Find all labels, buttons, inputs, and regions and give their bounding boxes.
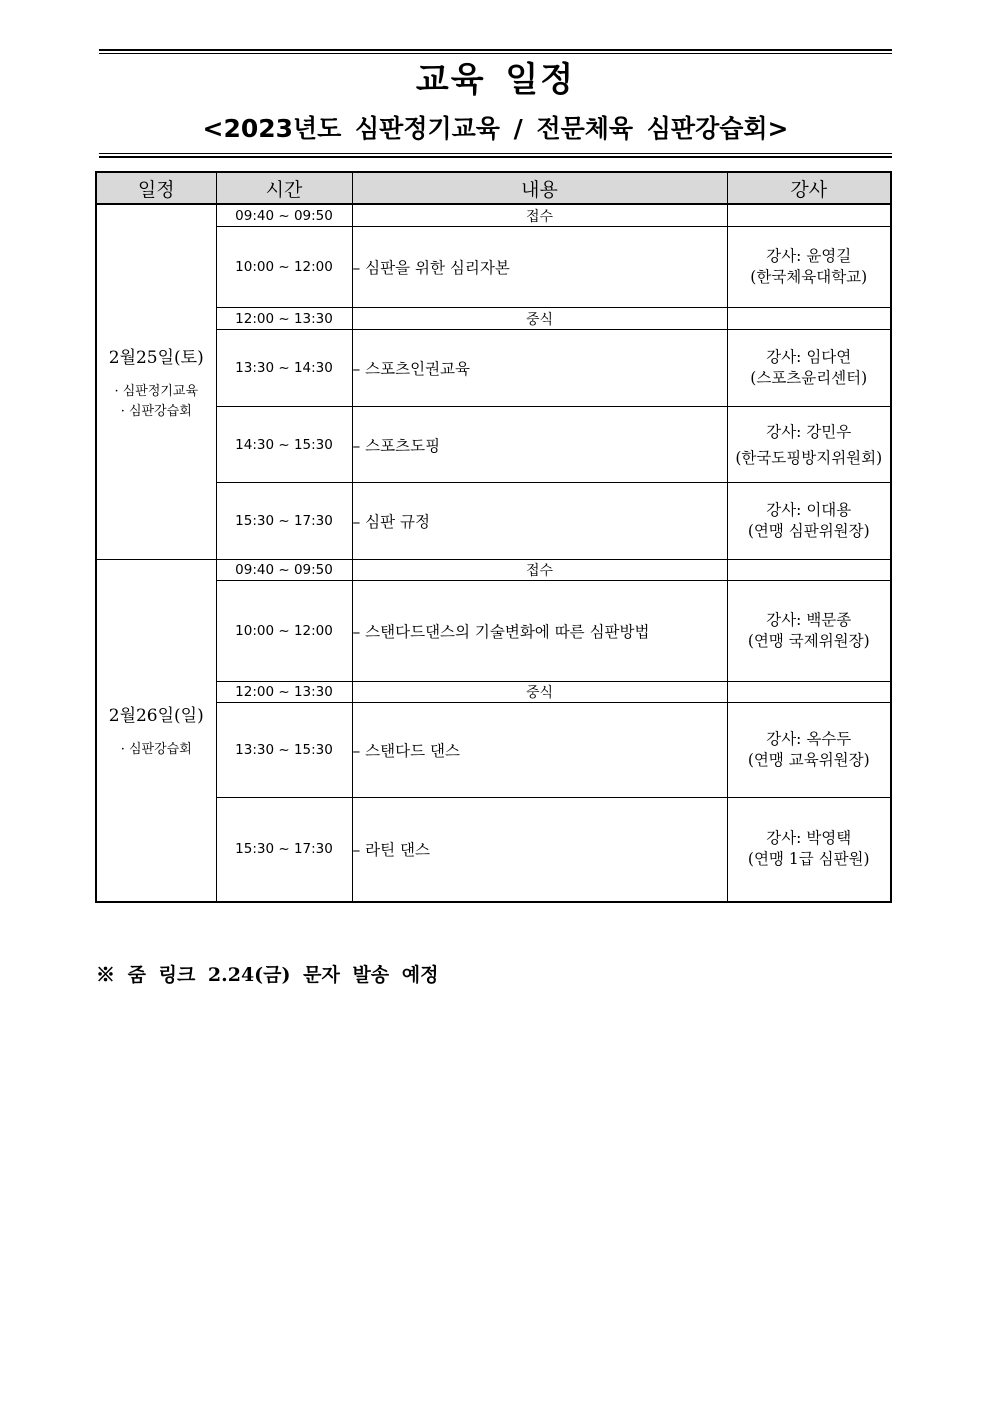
time-cell: 12:00 ~ 13:30 bbox=[216, 682, 352, 703]
header-row bbox=[96, 172, 891, 204]
instructor-affiliation: (한국체육대학교) bbox=[750, 268, 868, 286]
title-rule-bottom bbox=[99, 153, 892, 158]
instructor-cell bbox=[727, 560, 891, 581]
time-cell: 10:00 ~ 12:00 bbox=[216, 581, 352, 682]
content-cell: 중식 bbox=[352, 308, 727, 330]
instructor-cell bbox=[727, 483, 891, 560]
time-cell: 14:30 ~ 15:30 bbox=[216, 407, 352, 483]
instructor-affiliation: (스포츠윤리센터) bbox=[750, 369, 868, 387]
header-date: 일정 bbox=[96, 172, 216, 204]
table-row bbox=[96, 560, 891, 581]
content-cell: 접수 bbox=[352, 560, 727, 581]
content-cell: 중식 bbox=[352, 682, 727, 703]
date-cell-day2 bbox=[96, 560, 216, 902]
title-rule-top bbox=[99, 49, 892, 54]
date-cell-day1 bbox=[96, 204, 216, 560]
header-content: 내용 bbox=[352, 172, 727, 204]
table-row bbox=[96, 330, 891, 407]
content-cell: – 심판 규정 bbox=[352, 483, 727, 560]
table-row bbox=[96, 682, 891, 703]
instructor-name: 강사: 강민우 bbox=[766, 422, 852, 441]
content-cell: – 스탠다드 댄스 bbox=[352, 703, 727, 798]
content-cell: – 스탠다드댄스의 기술변화에 따른 심판방법 bbox=[352, 581, 727, 682]
instructor-cell bbox=[727, 330, 891, 407]
content-cell: – 라틴 댄스 bbox=[352, 798, 727, 902]
time-cell: 12:00 ~ 13:30 bbox=[216, 308, 352, 330]
schedule-table bbox=[95, 171, 892, 903]
instructor-cell bbox=[727, 308, 891, 330]
time-cell: 13:30 ~ 15:30 bbox=[216, 703, 352, 798]
instructor-name: 강사: 옥수두 bbox=[766, 730, 852, 748]
instructor-cell bbox=[727, 703, 891, 798]
instructor-name: 강사: 임다연 bbox=[766, 348, 852, 366]
table-row bbox=[96, 798, 891, 902]
date-sub-label: · 심판강습회 bbox=[120, 741, 192, 757]
table-row bbox=[96, 581, 891, 682]
date-sub-label: · 심판강습회 bbox=[120, 403, 192, 419]
page-subtitle: <2023년도 심판정기교육 / 전문체육 심판강습회> bbox=[202, 114, 789, 143]
instructor-affiliation: (연맹 국제위원장) bbox=[747, 632, 870, 650]
instructor-affiliation: (한국도핑방지위원회) bbox=[735, 448, 883, 467]
instructor-name: 강사: 윤영길 bbox=[766, 247, 852, 265]
instructor-name: 강사: 박영택 bbox=[766, 829, 852, 848]
instructor-affiliation: (연맹 심판위원장) bbox=[747, 522, 870, 540]
instructor-cell bbox=[727, 682, 891, 703]
instructor-name: 강사: 백문종 bbox=[766, 611, 852, 629]
table-row bbox=[96, 204, 891, 227]
date-label: 2월25일(토) bbox=[108, 347, 204, 368]
table-row bbox=[96, 483, 891, 560]
time-cell: 10:00 ~ 12:00 bbox=[216, 227, 352, 308]
time-cell: 13:30 ~ 14:30 bbox=[216, 330, 352, 407]
instructor-affiliation: (연맹 1급 심판원) bbox=[747, 850, 870, 869]
time-cell: 15:30 ~ 17:30 bbox=[216, 798, 352, 902]
time-cell: 09:40 ~ 09:50 bbox=[216, 560, 352, 581]
time-cell: 15:30 ~ 17:30 bbox=[216, 483, 352, 560]
instructor-cell bbox=[727, 798, 891, 902]
instructor-cell bbox=[727, 204, 891, 227]
instructor-affiliation: (연맹 교육위원장) bbox=[747, 751, 870, 769]
content-cell: – 스포츠인권교육 bbox=[352, 330, 727, 407]
instructor-cell bbox=[727, 407, 891, 483]
zoom-link-note: ※ 줌 링크 2.24(금) 문자 발송 예정 bbox=[96, 964, 439, 986]
instructor-name: 강사: 이대용 bbox=[766, 501, 852, 519]
content-cell: – 심판을 위한 심리자본 bbox=[352, 227, 727, 308]
page-title: 교육 일정 bbox=[415, 60, 576, 100]
content-cell: 접수 bbox=[352, 204, 727, 227]
table-row bbox=[96, 407, 891, 483]
date-label: 2월26일(일) bbox=[108, 705, 204, 726]
date-sub-label: · 심판정기교육 bbox=[114, 383, 199, 399]
instructor-cell bbox=[727, 227, 891, 308]
table-row bbox=[96, 703, 891, 798]
table-row bbox=[96, 227, 891, 308]
header-time: 시간 bbox=[216, 172, 352, 204]
time-cell: 09:40 ~ 09:50 bbox=[216, 204, 352, 227]
content-cell: – 스포츠도핑 bbox=[352, 407, 727, 483]
header-instructor: 강사 bbox=[727, 172, 891, 204]
table-row bbox=[96, 308, 891, 330]
instructor-cell bbox=[727, 581, 891, 682]
